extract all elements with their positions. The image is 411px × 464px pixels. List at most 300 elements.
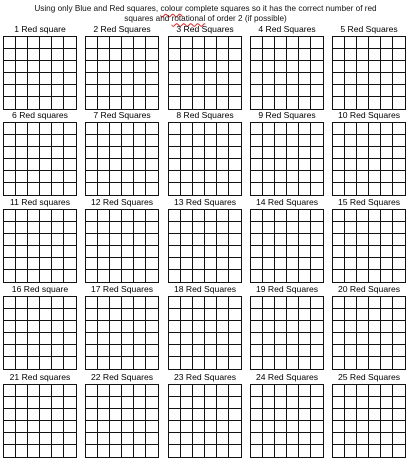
grid-square[interactable] [251, 123, 263, 135]
grid-square[interactable] [52, 297, 64, 309]
grid-square[interactable] [64, 445, 76, 457]
grid-square[interactable] [52, 183, 64, 195]
grid-square[interactable] [217, 246, 229, 258]
grid-square[interactable] [193, 445, 205, 457]
grid-square[interactable] [28, 234, 40, 246]
grid-square[interactable] [28, 345, 40, 357]
grid-square[interactable] [251, 49, 263, 61]
grid-square[interactable] [122, 123, 134, 135]
grid-square[interactable] [251, 433, 263, 445]
grid-square[interactable] [64, 270, 76, 282]
grid-square[interactable] [4, 49, 16, 61]
grid-square[interactable] [311, 246, 323, 258]
grid-square[interactable] [16, 147, 28, 159]
grid-square[interactable] [86, 61, 98, 73]
grid-square[interactable] [299, 123, 311, 135]
grid-square[interactable] [229, 397, 241, 409]
grid-square[interactable] [357, 397, 369, 409]
grid-square[interactable] [28, 210, 40, 222]
grid-square[interactable] [229, 49, 241, 61]
grid-square[interactable] [205, 85, 217, 97]
grid-square[interactable] [4, 171, 16, 183]
grid-square[interactable] [369, 421, 381, 433]
grid-square[interactable] [181, 159, 193, 171]
grid-square[interactable] [16, 433, 28, 445]
grid-square[interactable] [205, 135, 217, 147]
grid-square[interactable] [4, 210, 16, 222]
grid-square[interactable] [345, 321, 357, 333]
grid-square[interactable] [381, 234, 393, 246]
grid-square[interactable] [181, 445, 193, 457]
grid-square[interactable] [134, 61, 146, 73]
grid-square[interactable] [393, 297, 405, 309]
grid-square[interactable] [205, 309, 217, 321]
grid-square[interactable] [263, 309, 275, 321]
grid-square[interactable] [98, 234, 110, 246]
grid-square[interactable] [345, 445, 357, 457]
grid-square[interactable] [98, 222, 110, 234]
grid-square[interactable] [393, 147, 405, 159]
grid-square[interactable] [287, 445, 299, 457]
grid-square[interactable] [193, 73, 205, 85]
grid-square[interactable] [275, 97, 287, 109]
grid-square[interactable] [275, 49, 287, 61]
grid-square[interactable] [263, 183, 275, 195]
grid-square[interactable] [251, 73, 263, 85]
grid-square[interactable] [205, 421, 217, 433]
grid-square[interactable] [299, 37, 311, 49]
grid-square[interactable] [275, 73, 287, 85]
grid-square[interactable] [205, 49, 217, 61]
grid-square[interactable] [299, 61, 311, 73]
grid-square[interactable] [369, 297, 381, 309]
grid-square[interactable] [229, 183, 241, 195]
grid-square[interactable] [181, 171, 193, 183]
grid-square[interactable] [299, 321, 311, 333]
grid-square[interactable] [357, 159, 369, 171]
grid-square[interactable] [287, 357, 299, 369]
grid-square[interactable] [146, 445, 158, 457]
grid-square[interactable] [86, 246, 98, 258]
grid-square[interactable] [263, 445, 275, 457]
grid-square[interactable] [205, 385, 217, 397]
grid-square[interactable] [381, 171, 393, 183]
grid-square[interactable] [169, 421, 181, 433]
grid-square[interactable] [381, 357, 393, 369]
grid-square[interactable] [52, 321, 64, 333]
grid-square[interactable] [393, 210, 405, 222]
grid-square[interactable] [217, 73, 229, 85]
grid-square[interactable] [16, 321, 28, 333]
grid-square[interactable] [52, 159, 64, 171]
grid-square[interactable] [251, 222, 263, 234]
grid-square[interactable] [64, 171, 76, 183]
grid-square[interactable] [4, 321, 16, 333]
grid-square[interactable] [287, 73, 299, 85]
grid-square[interactable] [98, 147, 110, 159]
grid-square[interactable] [369, 309, 381, 321]
grid-square[interactable] [275, 397, 287, 409]
grid-square[interactable] [193, 159, 205, 171]
grid-square[interactable] [381, 123, 393, 135]
grid-square[interactable] [275, 222, 287, 234]
grid-square[interactable] [393, 258, 405, 270]
grid-square[interactable] [229, 270, 241, 282]
grid-square[interactable] [333, 397, 345, 409]
grid-square[interactable] [98, 183, 110, 195]
grid-square[interactable] [64, 97, 76, 109]
grid-square[interactable] [98, 333, 110, 345]
grid-square[interactable] [98, 85, 110, 97]
grid-square[interactable] [146, 309, 158, 321]
grid-square[interactable] [134, 297, 146, 309]
grid-square[interactable] [169, 61, 181, 73]
grid-square[interactable] [205, 97, 217, 109]
grid-square[interactable] [333, 421, 345, 433]
grid-square[interactable] [4, 309, 16, 321]
grid-square[interactable] [333, 309, 345, 321]
grid-square[interactable] [110, 210, 122, 222]
grid-square[interactable] [393, 85, 405, 97]
grid-square[interactable] [16, 385, 28, 397]
grid-square[interactable] [381, 385, 393, 397]
grid-square[interactable] [381, 73, 393, 85]
grid-square[interactable] [169, 345, 181, 357]
grid-square[interactable] [181, 397, 193, 409]
grid-square[interactable] [357, 234, 369, 246]
grid-square[interactable] [122, 333, 134, 345]
grid-square[interactable] [205, 246, 217, 258]
grid-square[interactable] [311, 397, 323, 409]
grid-square[interactable] [86, 222, 98, 234]
grid-square[interactable] [311, 210, 323, 222]
grid-square[interactable] [110, 97, 122, 109]
grid-square[interactable] [381, 97, 393, 109]
grid-square[interactable] [122, 345, 134, 357]
grid-square[interactable] [393, 321, 405, 333]
grid-square[interactable] [134, 97, 146, 109]
grid-square[interactable] [16, 210, 28, 222]
grid-square[interactable] [134, 234, 146, 246]
grid-square[interactable] [229, 258, 241, 270]
grid-square[interactable] [40, 159, 52, 171]
grid-square[interactable] [28, 297, 40, 309]
grid-square[interactable] [193, 85, 205, 97]
grid-square[interactable] [311, 297, 323, 309]
grid-square[interactable] [181, 61, 193, 73]
grid-square[interactable] [345, 246, 357, 258]
grid-square[interactable] [299, 183, 311, 195]
grid-square[interactable] [217, 37, 229, 49]
grid-square[interactable] [345, 210, 357, 222]
grid-square[interactable] [229, 309, 241, 321]
grid-square[interactable] [263, 385, 275, 397]
grid-square[interactable] [86, 135, 98, 147]
grid-square[interactable] [16, 73, 28, 85]
grid-square[interactable] [251, 397, 263, 409]
grid-square[interactable] [40, 171, 52, 183]
grid-square[interactable] [369, 97, 381, 109]
grid-square[interactable] [86, 333, 98, 345]
grid-square[interactable] [28, 171, 40, 183]
grid-square[interactable] [134, 445, 146, 457]
grid-square[interactable] [205, 333, 217, 345]
grid-square[interactable] [40, 385, 52, 397]
grid-square[interactable] [181, 297, 193, 309]
grid-square[interactable] [193, 397, 205, 409]
grid-square[interactable] [110, 409, 122, 421]
grid-square[interactable] [4, 159, 16, 171]
grid-square[interactable] [357, 321, 369, 333]
grid-square[interactable] [393, 61, 405, 73]
grid-square[interactable] [4, 433, 16, 445]
grid-square[interactable] [98, 123, 110, 135]
grid-square[interactable] [299, 445, 311, 457]
grid-square[interactable] [393, 357, 405, 369]
grid-square[interactable] [311, 421, 323, 433]
grid-square[interactable] [275, 409, 287, 421]
grid-square[interactable] [311, 409, 323, 421]
grid-square[interactable] [217, 321, 229, 333]
grid-square[interactable] [299, 270, 311, 282]
grid-square[interactable] [311, 85, 323, 97]
grid-square[interactable] [369, 445, 381, 457]
grid-square[interactable] [311, 37, 323, 49]
grid-square[interactable] [40, 297, 52, 309]
grid-square[interactable] [299, 210, 311, 222]
grid-square[interactable] [357, 73, 369, 85]
grid-square[interactable] [110, 61, 122, 73]
grid-square[interactable] [251, 210, 263, 222]
grid-square[interactable] [193, 433, 205, 445]
grid-square[interactable] [181, 85, 193, 97]
grid-square[interactable] [16, 397, 28, 409]
grid-square[interactable] [287, 49, 299, 61]
grid-square[interactable] [263, 171, 275, 183]
grid-square[interactable] [205, 433, 217, 445]
grid-square[interactable] [205, 123, 217, 135]
grid-square[interactable] [110, 333, 122, 345]
grid-square[interactable] [134, 433, 146, 445]
grid-square[interactable] [263, 357, 275, 369]
grid-square[interactable] [181, 210, 193, 222]
grid-square[interactable] [64, 321, 76, 333]
grid-square[interactable] [275, 135, 287, 147]
grid-square[interactable] [263, 147, 275, 159]
grid-square[interactable] [205, 73, 217, 85]
grid-square[interactable] [110, 159, 122, 171]
grid-square[interactable] [28, 270, 40, 282]
grid-square[interactable] [333, 385, 345, 397]
grid-square[interactable] [357, 357, 369, 369]
grid-square[interactable] [287, 123, 299, 135]
grid-square[interactable] [333, 97, 345, 109]
grid-square[interactable] [217, 297, 229, 309]
grid-square[interactable] [122, 210, 134, 222]
grid-square[interactable] [40, 61, 52, 73]
grid-square[interactable] [311, 258, 323, 270]
grid-square[interactable] [169, 397, 181, 409]
grid-square[interactable] [311, 333, 323, 345]
grid-square[interactable] [4, 37, 16, 49]
grid-square[interactable] [4, 409, 16, 421]
grid-square[interactable] [299, 49, 311, 61]
grid-square[interactable] [263, 49, 275, 61]
grid-square[interactable] [16, 222, 28, 234]
grid-square[interactable] [287, 270, 299, 282]
grid-square[interactable] [345, 61, 357, 73]
grid-square[interactable] [229, 445, 241, 457]
grid-square[interactable] [4, 270, 16, 282]
grid-square[interactable] [98, 445, 110, 457]
grid-square[interactable] [229, 73, 241, 85]
grid-square[interactable] [345, 183, 357, 195]
grid-square[interactable] [98, 409, 110, 421]
grid-square[interactable] [333, 409, 345, 421]
grid-square[interactable] [299, 397, 311, 409]
grid-square[interactable] [393, 234, 405, 246]
grid-square[interactable] [333, 246, 345, 258]
grid-square[interactable] [52, 258, 64, 270]
grid-square[interactable] [217, 333, 229, 345]
grid-square[interactable] [4, 61, 16, 73]
grid-square[interactable] [333, 321, 345, 333]
grid-square[interactable] [122, 246, 134, 258]
grid-square[interactable] [333, 171, 345, 183]
grid-square[interactable] [122, 421, 134, 433]
grid-square[interactable] [86, 421, 98, 433]
grid-square[interactable] [287, 309, 299, 321]
grid-square[interactable] [217, 309, 229, 321]
grid-square[interactable] [4, 357, 16, 369]
grid-square[interactable] [16, 333, 28, 345]
grid-square[interactable] [299, 159, 311, 171]
grid-square[interactable] [146, 37, 158, 49]
grid-square[interactable] [299, 385, 311, 397]
grid-square[interactable] [169, 321, 181, 333]
grid-square[interactable] [333, 61, 345, 73]
grid-square[interactable] [333, 222, 345, 234]
grid-square[interactable] [229, 333, 241, 345]
grid-square[interactable] [333, 357, 345, 369]
grid-square[interactable] [146, 258, 158, 270]
grid-square[interactable] [345, 147, 357, 159]
grid-square[interactable] [16, 357, 28, 369]
grid-square[interactable] [52, 49, 64, 61]
grid-square[interactable] [16, 445, 28, 457]
grid-square[interactable] [311, 97, 323, 109]
grid-square[interactable] [393, 345, 405, 357]
grid-square[interactable] [134, 159, 146, 171]
grid-square[interactable] [357, 222, 369, 234]
grid-square[interactable] [4, 397, 16, 409]
grid-square[interactable] [181, 433, 193, 445]
grid-square[interactable] [98, 246, 110, 258]
grid-square[interactable] [16, 85, 28, 97]
grid-square[interactable] [64, 159, 76, 171]
grid-square[interactable] [28, 309, 40, 321]
grid-square[interactable] [357, 309, 369, 321]
grid-square[interactable] [287, 61, 299, 73]
grid-square[interactable] [52, 37, 64, 49]
grid-square[interactable] [4, 147, 16, 159]
grid-square[interactable] [345, 421, 357, 433]
grid-square[interactable] [263, 345, 275, 357]
grid-square[interactable] [287, 135, 299, 147]
grid-square[interactable] [311, 385, 323, 397]
grid-square[interactable] [4, 297, 16, 309]
grid-square[interactable] [251, 270, 263, 282]
grid-square[interactable] [134, 183, 146, 195]
grid-square[interactable] [311, 183, 323, 195]
grid-square[interactable] [393, 309, 405, 321]
grid-square[interactable] [381, 85, 393, 97]
grid-square[interactable] [4, 445, 16, 457]
grid-square[interactable] [345, 135, 357, 147]
grid-square[interactable] [52, 445, 64, 457]
grid-square[interactable] [263, 210, 275, 222]
grid-square[interactable] [251, 183, 263, 195]
grid-square[interactable] [345, 73, 357, 85]
grid-square[interactable] [193, 321, 205, 333]
grid-square[interactable] [217, 147, 229, 159]
grid-square[interactable] [263, 97, 275, 109]
grid-square[interactable] [28, 385, 40, 397]
grid-square[interactable] [98, 309, 110, 321]
grid-square[interactable] [193, 135, 205, 147]
grid-square[interactable] [146, 321, 158, 333]
grid-square[interactable] [369, 270, 381, 282]
grid-square[interactable] [52, 397, 64, 409]
grid-square[interactable] [333, 270, 345, 282]
grid-square[interactable] [287, 85, 299, 97]
grid-square[interactable] [357, 270, 369, 282]
grid-square[interactable] [311, 135, 323, 147]
grid-square[interactable] [16, 183, 28, 195]
grid-square[interactable] [369, 258, 381, 270]
grid-square[interactable] [205, 159, 217, 171]
grid-square[interactable] [122, 171, 134, 183]
grid-square[interactable] [40, 433, 52, 445]
grid-square[interactable] [28, 357, 40, 369]
grid-square[interactable] [146, 297, 158, 309]
grid-square[interactable] [333, 159, 345, 171]
grid-square[interactable] [28, 321, 40, 333]
grid-square[interactable] [169, 135, 181, 147]
grid-square[interactable] [122, 97, 134, 109]
grid-square[interactable] [229, 321, 241, 333]
grid-square[interactable] [311, 159, 323, 171]
grid-square[interactable] [217, 210, 229, 222]
grid-square[interactable] [299, 433, 311, 445]
grid-square[interactable] [169, 183, 181, 195]
grid-square[interactable] [193, 147, 205, 159]
grid-square[interactable] [28, 37, 40, 49]
grid-square[interactable] [52, 135, 64, 147]
grid-square[interactable] [181, 309, 193, 321]
grid-square[interactable] [263, 73, 275, 85]
grid-square[interactable] [381, 445, 393, 457]
grid-square[interactable] [357, 421, 369, 433]
grid-square[interactable] [193, 333, 205, 345]
grid-square[interactable] [169, 409, 181, 421]
grid-square[interactable] [146, 210, 158, 222]
grid-square[interactable] [251, 297, 263, 309]
grid-square[interactable] [181, 234, 193, 246]
grid-square[interactable] [122, 222, 134, 234]
grid-square[interactable] [40, 49, 52, 61]
grid-square[interactable] [16, 345, 28, 357]
